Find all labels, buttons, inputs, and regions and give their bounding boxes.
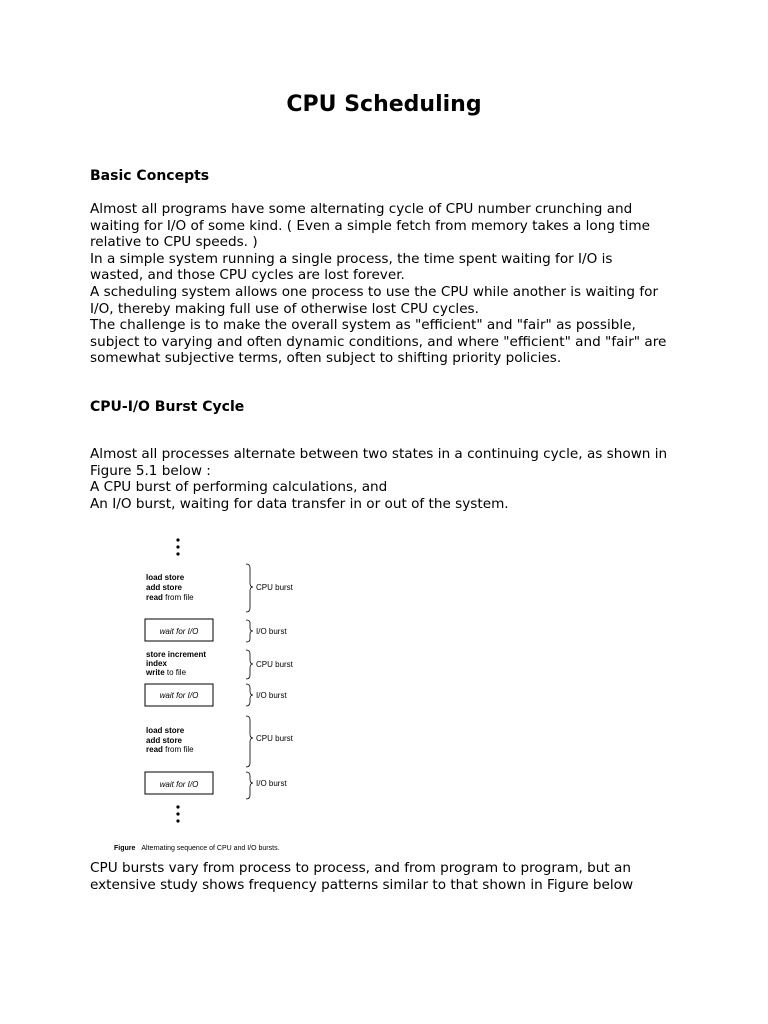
text-line: extensive study shows frequency patterns similar to that shown in Figure below: [90, 876, 634, 893]
fig-line: load store: [146, 726, 185, 735]
wait-label: wait for I/O: [159, 627, 199, 636]
cpu-burst-label: CPU burst: [256, 734, 293, 743]
fig-line: index: [146, 659, 167, 668]
text-line: somewhat subjective terms, often subject to shifting priority policies.: [90, 350, 562, 367]
fig-line: load store: [146, 573, 185, 582]
burst-frequency-paragraph: [90, 860, 690, 893]
text-line: waiting for I/O of some kind. ( Even a simple fetch from memory takes a long time: [90, 217, 651, 234]
page-title: CPU Scheduling: [286, 92, 482, 117]
io-burst-label: I/O burst: [256, 627, 287, 636]
text-line: Almost all processes alternate between two states in a continuing cycle, as shown in: [90, 446, 668, 462]
io-burst-label: I/O burst: [256, 691, 287, 700]
fig-line: store increment: [146, 650, 207, 659]
cpu-io-burst-figure: [90, 530, 350, 860]
ellipsis-dots-top: [176, 538, 179, 555]
text-line: subject to varying and often dynamic conditions, and where "efficient" and "fair" are: [90, 333, 667, 350]
cpu-burst-label: CPU burst: [256, 583, 293, 592]
section-heading-burst-cycle: CPU-I/O Burst Cycle: [90, 399, 245, 415]
text-line: A CPU burst of performing calculations, and: [90, 479, 388, 496]
fig-line: add store: [146, 583, 183, 592]
fig-line: read from file: [146, 745, 194, 754]
text-line: In a simple system running a single process, the time spent waiting for I/O is: [90, 250, 613, 267]
text-line: An I/O burst, waiting for data transfer in or out of the system.: [90, 495, 509, 512]
text-line: wasted, and those CPU cycles are lost forever.: [90, 267, 405, 284]
text-line: Figure 5.1 below :: [90, 462, 211, 479]
io-burst-label: I/O burst: [256, 779, 287, 788]
text-line: A scheduling system allows one process to use the CPU while another is waiting for: [90, 283, 659, 300]
section-heading-basic-concepts: Basic Concepts: [90, 168, 210, 184]
figure-caption: Figure Alternating sequence of CPU and I/O bursts.: [114, 845, 280, 852]
burst-cycle-paragraph: [90, 446, 690, 512]
ellipsis-dots-bottom: [176, 805, 179, 822]
text-line: Almost all programs have some alternating cycle of CPU number crunching and: [90, 201, 633, 217]
text-line: relative to CPU speeds. ): [90, 234, 258, 251]
text-line: CPU bursts vary from process to process, and from program to program, but an: [90, 860, 631, 876]
wait-label: wait for I/O: [159, 691, 199, 700]
fig-line: add store: [146, 736, 183, 745]
fig-line: write to file: [146, 668, 187, 677]
fig-line: read from file: [146, 593, 194, 602]
burst-braces: [246, 564, 253, 799]
basic-concepts-paragraph: [90, 201, 690, 367]
cpu-burst-label: CPU burst: [256, 660, 293, 669]
wait-label: wait for I/O: [159, 780, 199, 789]
text-line: I/O, thereby making full use of otherwise lost CPU cycles.: [90, 300, 479, 317]
text-line: The challenge is to make the overall system as "efficient" and "fair" as possible,: [90, 317, 636, 334]
